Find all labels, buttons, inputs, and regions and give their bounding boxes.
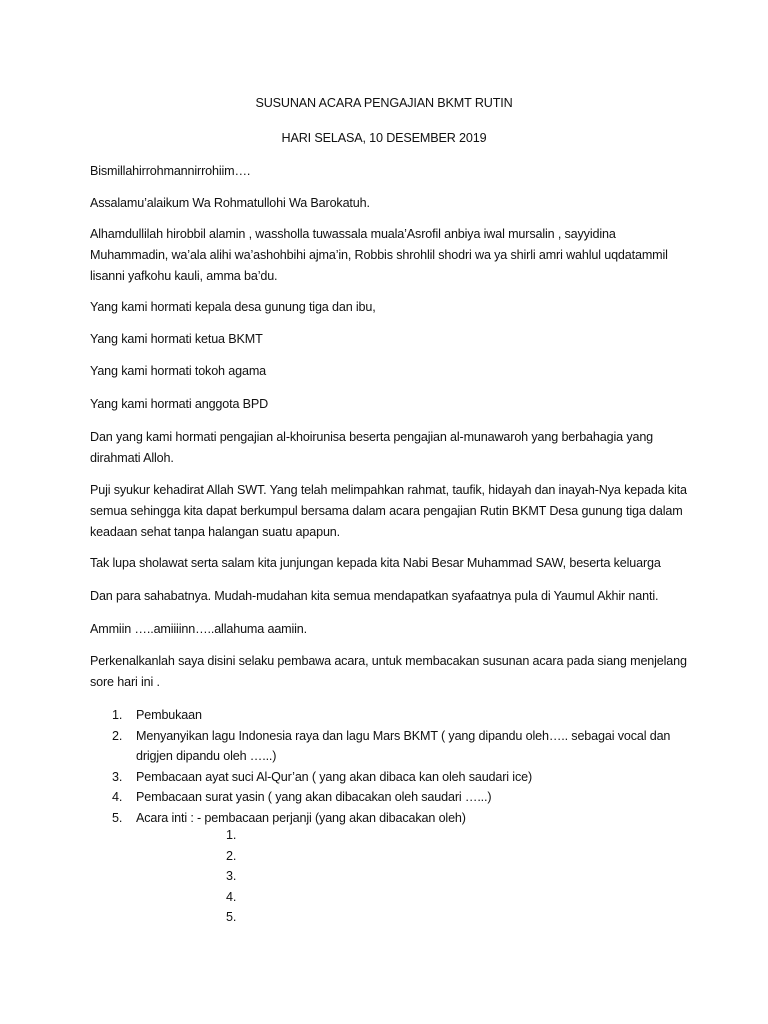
list-text: Pembacaan ayat suci Al-Qur’an ( yang akan dibaca kan oleh saudari ice) bbox=[136, 769, 532, 784]
paragraph: Yang kami hormati anggota BPD bbox=[90, 397, 269, 411]
document-title: SUSUNAN ACARA PENGAJIAN BKMT RUTIN bbox=[255, 96, 513, 110]
sub-list-item: 3. bbox=[226, 869, 237, 883]
list-text: Acara inti : - pembacaan perjanji (yang akan dibacakan oleh) bbox=[136, 810, 466, 825]
sub-list-item: 5. bbox=[226, 910, 237, 924]
paragraph: Yang kami hormati ketua BKMT bbox=[90, 332, 263, 346]
list-item bbox=[0, 787, 696, 808]
list-item bbox=[0, 808, 696, 829]
list-text: Menyanyikan lagu Indonesia raya dan lagu Mars BKMT ( yang dipandu oleh….. sebagai vocal dan drigjen dipandu oleh …...) bbox=[136, 728, 671, 763]
list-item bbox=[0, 705, 696, 726]
paragraph: Assalamu’alaikum Wa Rohmatullohi Wa Barokatuh. bbox=[90, 196, 370, 210]
list-text: Pembukaan bbox=[136, 708, 202, 722]
list-number: 5. bbox=[112, 810, 123, 825]
paragraph: Dan para sahabatnya. Mudah-mudahan kita semua mendapatkan syafaatnya pula di Yaumul Akhir nanti. bbox=[90, 589, 659, 603]
document-date: HARI SELASA, 10 DESEMBER 2019 bbox=[281, 131, 487, 145]
paragraph: Yang kami hormati tokoh agama bbox=[90, 364, 267, 378]
list-text: Pembacaan surat yasin ( yang akan dibacakan oleh saudari …...) bbox=[136, 790, 492, 804]
paragraph: Alhamdullilah hirobbil alamin , wassholla tuwassala muala’Asrofil anbiya iwal mursalin , sayyidina Muhammadin, wa’ala alihi wa’ashohbihi ajma’in, Robbis shrohlil shodri wa ya shirli amri wahlul uqdatammil lisanni yafkohu kauli, amma ba’du. bbox=[90, 227, 668, 283]
sub-list bbox=[226, 825, 236, 928]
list-number: 2. bbox=[112, 728, 123, 743]
sub-list-item: 1. bbox=[226, 828, 237, 842]
paragraph: Tak lupa sholawat serta salam kita junjungan kepada kita Nabi Besar Muhammad SAW, beserta keluarga bbox=[90, 556, 661, 570]
list-number: 3. bbox=[112, 769, 123, 784]
list-number: 1. bbox=[112, 708, 123, 722]
paragraph: Perkenalkanlah saya disini selaku pembawa acara, untuk membacakan susunan acara pada siang menjelang sore hari ini . bbox=[90, 654, 687, 689]
list-item bbox=[0, 726, 696, 767]
sub-list-item: 4. bbox=[226, 889, 237, 904]
paragraph: Bismillahirrohmannirrohiim…. bbox=[90, 164, 251, 178]
list-number: 4. bbox=[112, 790, 123, 804]
paragraph: Puji syukur kehadirat Allah SWT. Yang telah melimpahkan rahmat, taufik, hidayah dan inayah-Nya kepada kita semua sehingga kita dapat berkumpul bersama dalam acara pengajian Rutin BKMT Desa gunung tiga dalam keadaan sehat tanpa halangan suatu apapun. bbox=[90, 483, 687, 539]
agenda-list bbox=[0, 705, 768, 828]
sub-list-item: 2. bbox=[226, 848, 237, 863]
paragraph: Ammiin …..amiiiinn…..allahuma aamiin. bbox=[90, 622, 308, 636]
paragraph: Yang kami hormati kepala desa gunung tiga dan ibu, bbox=[90, 300, 376, 314]
list-item bbox=[0, 767, 696, 788]
paragraph: Dan yang kami hormati pengajian al-khoirunisa beserta pengajian al-munawaroh yang berbahagia yang dirahmati Alloh. bbox=[90, 430, 654, 465]
